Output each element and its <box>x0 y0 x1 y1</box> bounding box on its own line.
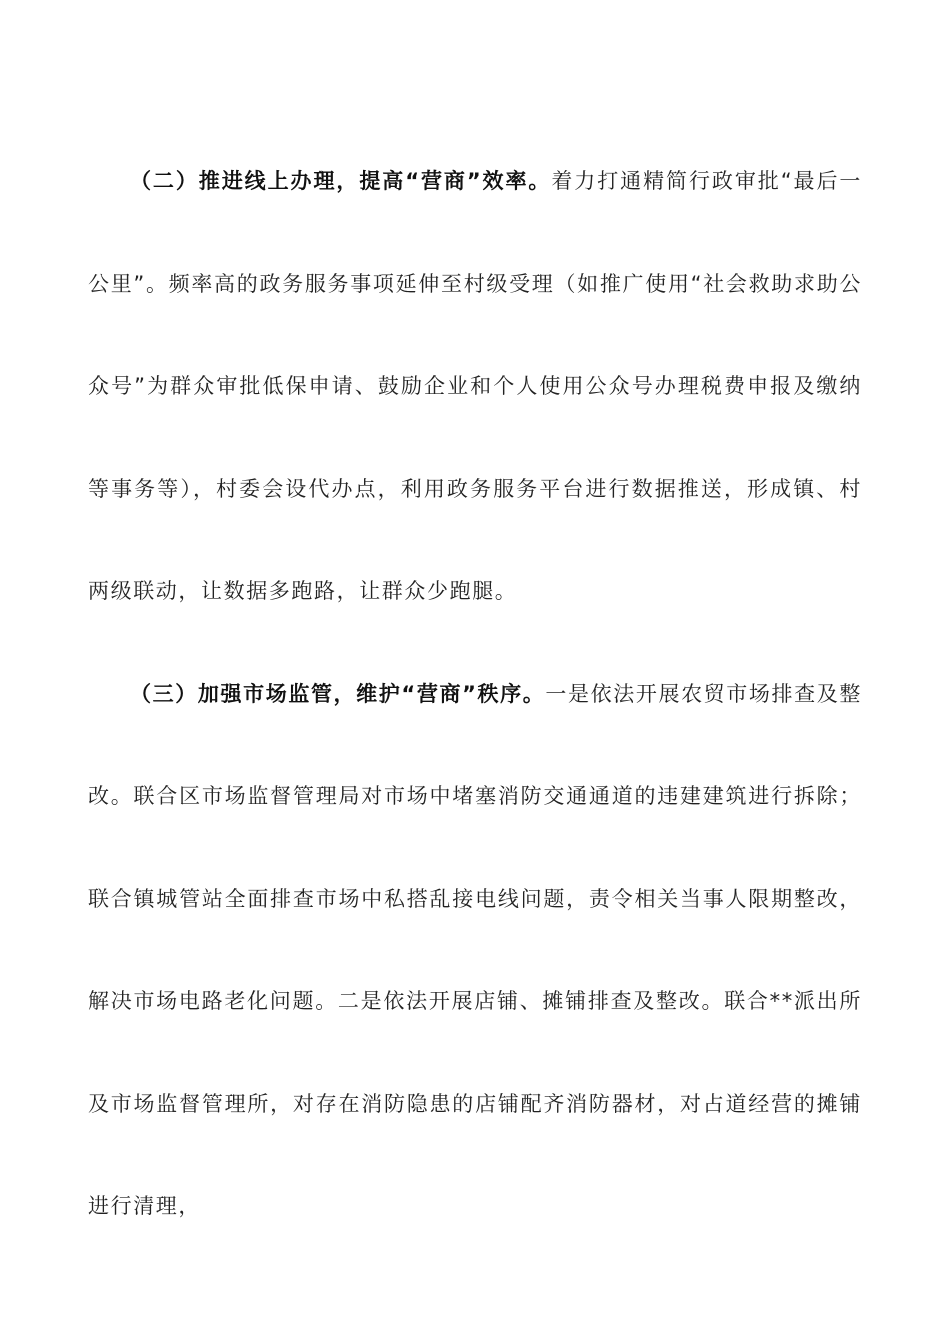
paragraph-online-services <box>88 130 862 643</box>
paragraph-body: 着力打通精简行政审批“最后一公里”。频率高的政务服务事项延伸至村级受理（如推广使用“社会救助求助公众号”为群众审批低保申请、鼓励企业和个人使用公众号办理税费申报及缴纳等事务等），村委会设代办点，利用政务服务平台进行数据推送，形成镇、村两级联动，让数据多跑路，让群众少跑腿。 <box>88 169 862 603</box>
document-page <box>88 130 862 1258</box>
paragraph-heading: （二）推进线上办理，提高“营商”效率。 <box>130 169 552 193</box>
paragraph-body: 一是依法开展农贸市场排查及整改。联合区市场监督管理局对市场中堵塞消防交通通道的违建建筑进行拆除；联合镇城管站全面排查市场中私搭乱接电线问题，责令相关当事人限期整改，解决市场电路老化问题。二是依法开展店铺、摊铺排查及整改。联合**派出所及市场监督管理所，对存在消防隐患的店铺配齐消防器材，对占道经营的摊铺进行清理， <box>88 681 862 1218</box>
paragraph-heading: （三）加强市场监管，维护“营商”秩序。 <box>130 681 546 706</box>
paragraph-market-supervision <box>88 643 862 1258</box>
